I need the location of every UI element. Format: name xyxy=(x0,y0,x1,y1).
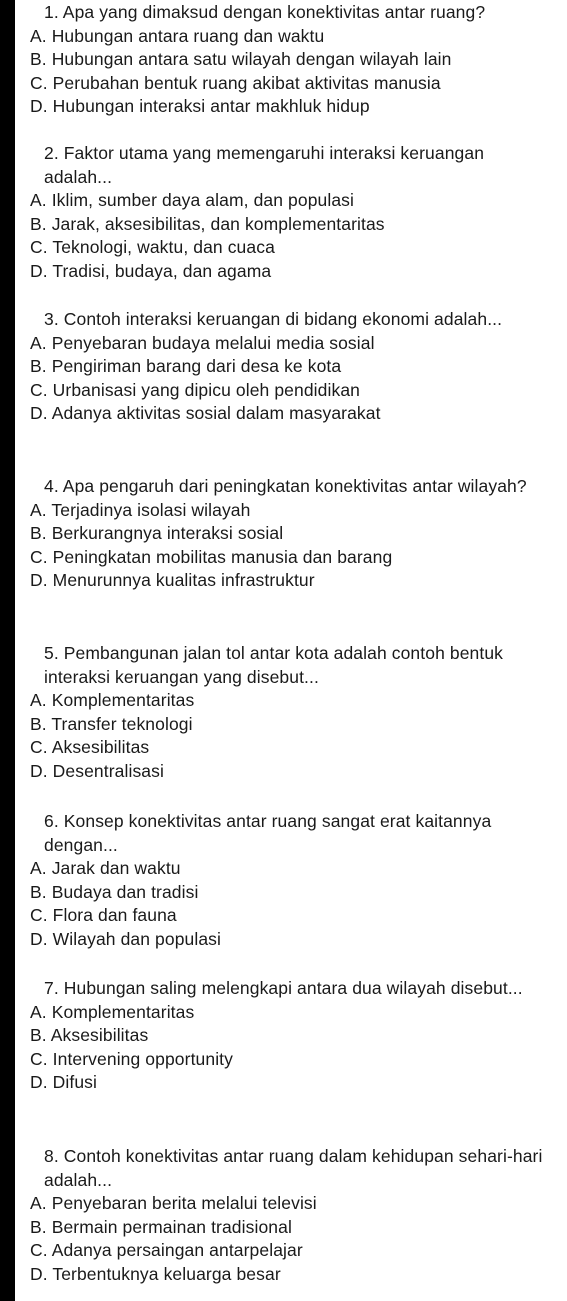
option-d: D. Desentralisasi xyxy=(30,760,164,781)
option-b: B. Pengiriman barang dari desa ke kota xyxy=(30,356,342,376)
question-3 xyxy=(15,308,567,426)
option-list xyxy=(15,25,567,119)
question-text: Apa yang dimaksud dengan konektivitas antar ruang? xyxy=(62,2,486,22)
option-a: A. Hubungan antara ruang dan waktu xyxy=(30,25,325,46)
option-c: C. Teknologi, waktu, dan cuaca xyxy=(30,237,275,257)
option-c: C. Peningkatan mobilitas manusia dan barang xyxy=(30,546,393,567)
question-1 xyxy=(15,1,567,119)
option-b: B. Jarak, aksesibilitas, dan komplementaritas xyxy=(30,213,385,234)
question-stem xyxy=(15,1,567,25)
option-d: D. Tradisi, budaya, dan agama xyxy=(30,260,272,281)
option-c: C. Perubahan bentuk ruang akibat aktivitas manusia xyxy=(30,72,441,93)
option-a: A. Penyebaran berita melalui televisi xyxy=(30,1193,317,1213)
question-number: 6. xyxy=(44,811,59,831)
question-number: 4. xyxy=(44,476,59,496)
question-stem xyxy=(15,308,567,332)
option-list xyxy=(15,1192,567,1286)
question-stem xyxy=(15,475,567,499)
option-b: B. Bermain permainan tradisional xyxy=(30,1216,292,1237)
question-stem xyxy=(15,642,567,689)
option-c: C. Urbanisasi yang dipicu oleh pendidikan xyxy=(30,379,360,400)
question-stem xyxy=(15,810,567,857)
question-number: 2. xyxy=(44,143,59,163)
option-a: A. Terjadinya isolasi wilayah xyxy=(30,499,251,520)
option-a: A. Penyebaran budaya melalui media sosial xyxy=(30,332,375,353)
question-text: Contoh konektivitas antar ruang dalam kehidupan sehari-hari adalah... xyxy=(44,1146,543,1190)
option-a: A. Iklim, sumber daya alam, dan populasi xyxy=(30,190,355,210)
option-list xyxy=(15,499,567,593)
question-number: 5. xyxy=(44,643,59,663)
question-text: Contoh interaksi keruangan di bidang ekonomi adalah... xyxy=(63,309,503,329)
question-2 xyxy=(15,142,567,283)
option-b: B. Budaya dan tradisi xyxy=(30,881,199,902)
question-stem xyxy=(15,977,567,1001)
option-d: D. Wilayah dan populasi xyxy=(30,928,222,949)
question-number: 7. xyxy=(44,978,59,998)
option-c: C. Adanya persaingan antarpelajar xyxy=(30,1240,303,1260)
option-a: A. Komplementaritas xyxy=(30,1001,195,1022)
option-a: A. Jarak dan waktu xyxy=(30,858,181,878)
option-c: C. Intervening opportunity xyxy=(30,1048,233,1069)
option-list xyxy=(15,857,567,951)
option-d: D. Difusi xyxy=(30,1072,98,1092)
question-number: 1. xyxy=(44,2,59,22)
question-stem xyxy=(15,142,567,189)
option-d: D. Menurunnya kualitas infrastruktur xyxy=(30,570,315,590)
question-number: 8. xyxy=(44,1146,59,1166)
option-c: C. Flora dan fauna xyxy=(30,905,177,925)
question-stem xyxy=(15,1145,567,1192)
option-d: D. Hubungan interaksi antar makhluk hidup xyxy=(30,96,370,116)
question-text: Faktor utama yang memengaruhi interaksi keruangan adalah... xyxy=(44,143,485,187)
option-list xyxy=(15,689,567,783)
option-list xyxy=(15,189,567,283)
option-d: D. Terbentuknya keluarga besar xyxy=(30,1263,281,1284)
option-b: B. Aksesibilitas xyxy=(30,1025,149,1045)
option-list xyxy=(15,1001,567,1095)
document-page xyxy=(15,0,567,1301)
question-number: 3. xyxy=(44,309,59,329)
option-a: A. Komplementaritas xyxy=(30,690,195,710)
option-list xyxy=(15,332,567,426)
option-c: C. Aksesibilitas xyxy=(30,737,150,757)
question-text: Konsep konektivitas antar ruang sangat erat kaitannya dengan... xyxy=(44,811,492,855)
question-6 xyxy=(15,810,567,951)
option-b: B. Hubungan antara satu wilayah dengan wilayah lain xyxy=(30,49,452,69)
question-4 xyxy=(15,475,567,593)
question-8 xyxy=(15,1145,567,1286)
question-text: Hubungan saling melengkapi antara dua wilayah disebut... xyxy=(63,978,523,998)
question-text: Pembangunan jalan tol antar kota adalah contoh bentuk interaksi keruangan yang disebut... xyxy=(44,643,504,687)
option-d: D. Adanya aktivitas sosial dalam masyarakat xyxy=(30,403,381,423)
question-5 xyxy=(15,642,567,783)
question-7 xyxy=(15,977,567,1095)
option-b: B. Berkurangnya interaksi sosial xyxy=(30,523,284,543)
question-text: Apa pengaruh dari peningkatan konektivitas antar wilayah? xyxy=(62,476,527,496)
option-b: B. Transfer teknologi xyxy=(30,713,193,734)
